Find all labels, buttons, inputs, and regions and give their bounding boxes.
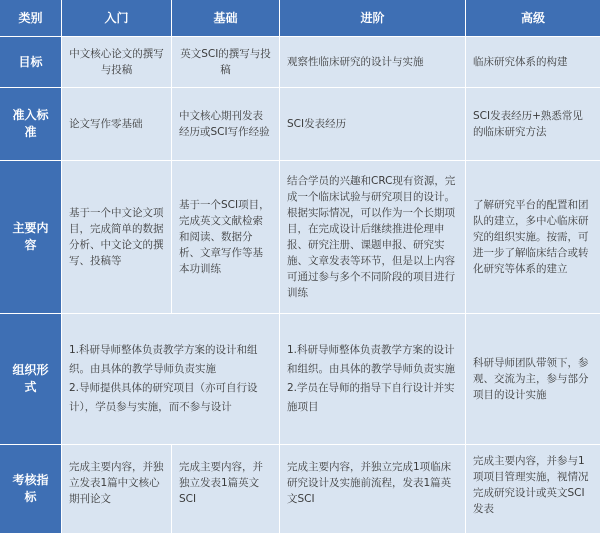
goal-beginner: 中文核心论文的撰写与投稿 bbox=[62, 37, 172, 88]
row-label-goal: 目标 bbox=[0, 37, 62, 88]
format-senior: 科研导师团队带领下，参观、交流为主，参与部分项目的设计实施 bbox=[466, 314, 600, 445]
format-beginner-basic: 1.科研导师整体负责教学方案的设计和组织。由具体的教学导师负责实施 2.导师提供具体的研究项目（亦可自行设计），学员参与实施，而不参与设计 bbox=[62, 314, 280, 445]
row-label-entry: 准入标准 bbox=[0, 88, 62, 161]
header-basic: 基础 bbox=[172, 0, 280, 37]
content-beginner: 基于一个中文论文项目，完成简单的数据分析、中文论文的撰写、投稿等 bbox=[62, 161, 172, 314]
entry-beginner: 论文写作零基础 bbox=[62, 88, 172, 161]
format-advanced: 1.科研导师整体负责教学方案的设计和组织。由具体的教学导师负责实施 2.学员在导师的指导下自行设计并实施项目 bbox=[280, 314, 466, 445]
row-label-assessment: 考核指标 bbox=[0, 445, 62, 533]
header-advanced: 进阶 bbox=[280, 0, 466, 37]
content-advanced: 结合学员的兴趣和CRC现有资源，完成一个临床试验与研究项目的设计。根据实际情况，可以作为一个长期项目，在完成设计后继续推进伦理申报、研究注册、课题申报、研究实施、文章发表等环节，但是以上内容可通过参与多个不同阶段的项目进行训练 bbox=[280, 161, 466, 314]
entry-basic: 中文核心期刊发表经历或SCI写作经验 bbox=[172, 88, 280, 161]
row-label-content: 主要内容 bbox=[0, 161, 62, 314]
goal-senior: 临床研究体系的构建 bbox=[466, 37, 600, 88]
goal-advanced: 观察性临床研究的设计与实施 bbox=[280, 37, 466, 88]
entry-advanced: SCI发表经历 bbox=[280, 88, 466, 161]
row-label-format: 组织形式 bbox=[0, 314, 62, 445]
content-senior: 了解研究平台的配置和团队的建立，多中心临床研究的组织实施。按需，可进一步了解临床结合或转化研究等体系的建立 bbox=[466, 161, 600, 314]
content-basic: 基于一个SCI项目，完成英文文献检索和阅读、数据分析、文章写作等基本功训练 bbox=[172, 161, 280, 314]
assessment-beginner: 完成主要内容，并独立发表1篇中文核心期刊论文 bbox=[62, 445, 172, 533]
assessment-senior: 完成主要内容，并参与1项项目管理实施，视情况完成研究设计或英文SCI发表 bbox=[466, 445, 600, 533]
goal-basic: 英文SCI的撰写与投稿 bbox=[172, 37, 280, 88]
assessment-advanced: 完成主要内容，并独立完成1项临床研究设计及实施前流程，发表1篇英文SCI bbox=[280, 445, 466, 533]
assessment-basic: 完成主要内容，并独立发表1篇英文SCI bbox=[172, 445, 280, 533]
header-senior: 高级 bbox=[466, 0, 600, 37]
header-category: 类别 bbox=[0, 0, 62, 37]
entry-senior: SCI发表经历+熟悉常见的临床研究方法 bbox=[466, 88, 600, 161]
header-beginner: 入门 bbox=[62, 0, 172, 37]
